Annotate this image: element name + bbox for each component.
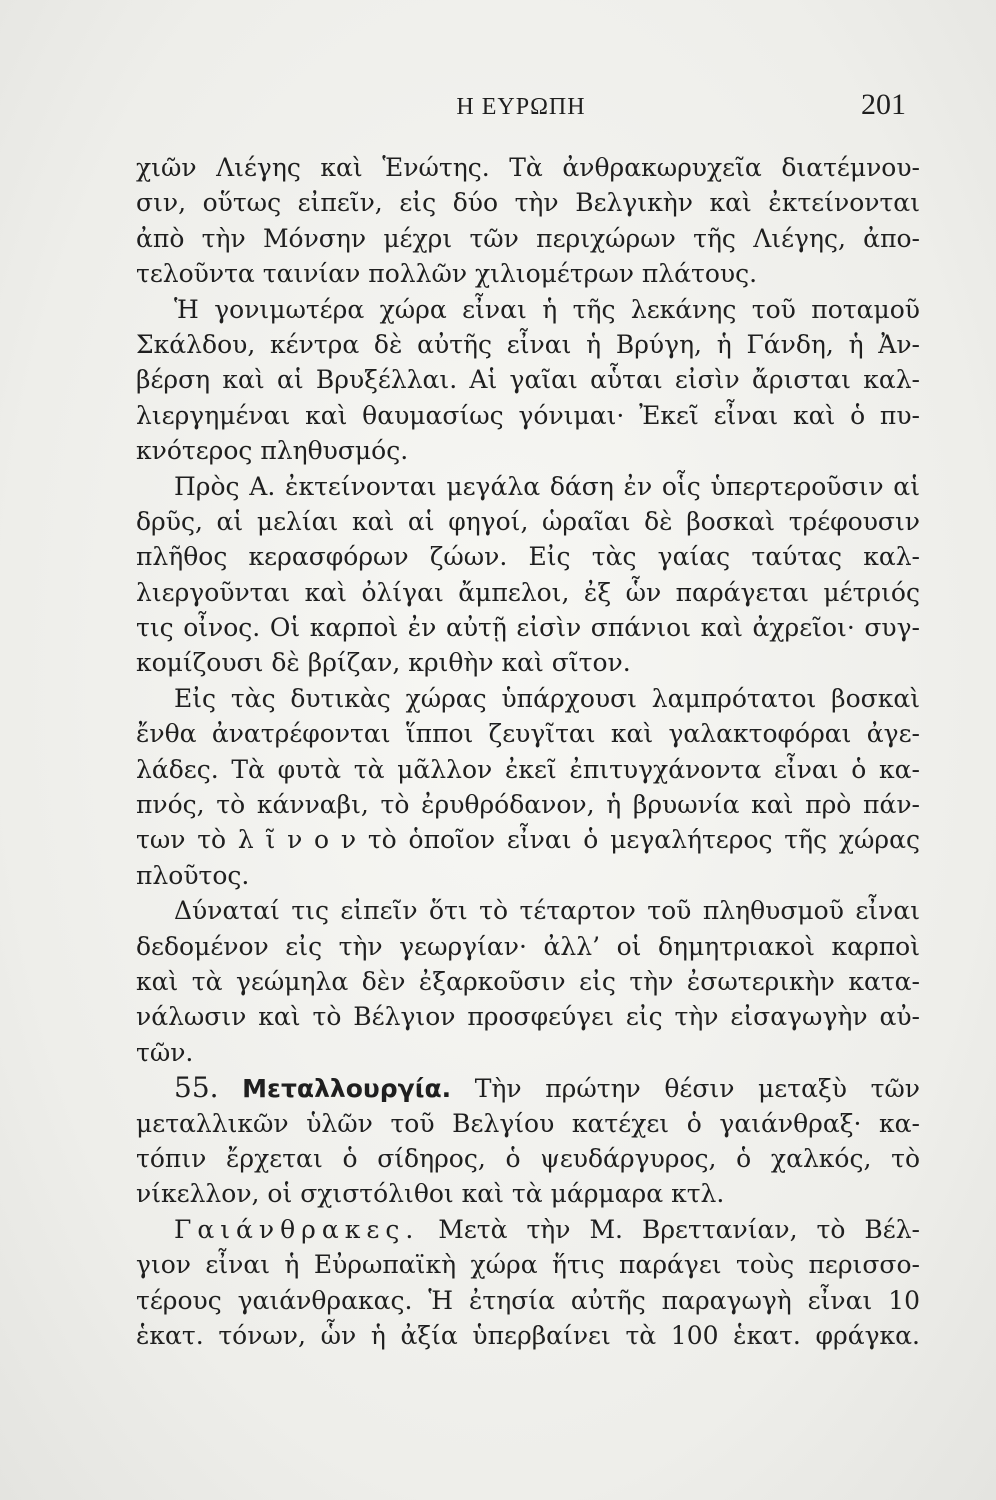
section-number: 55. <box>174 1071 219 1105</box>
running-head: Η ΕΥΡΩΠΗ <box>456 94 586 120</box>
text-line: δεδομένον εἰς τὴν γεωργίαν· ἀλλ’ οἱ δημητριακοὶ καρποὶ <box>136 931 920 961</box>
paragraph-start-line: Ἡ γονιμωτέρα χώρα εἶναι ἡ τῆς λεκάνης τοῦ ποταμοῦ <box>174 294 920 324</box>
text-line: τέρους γαιάνθρακας. Ἡ ἐτησία αὐτῆς παραγωγὴ εἶναι 10 <box>136 1285 920 1315</box>
paragraph-start-line: Δύναταί τις εἰπεῖν ὅτι τὸ τέταρτον τοῦ πληθυσμοῦ εἶναι <box>174 896 920 926</box>
text-line: κνότερος πληθυσμός. <box>136 436 409 466</box>
text-line: δρῦς, αἱ μελίαι καὶ αἱ φηγοί, ὡραῖαι δὲ βοσκαὶ τρέφουσιν <box>136 506 920 536</box>
body-text <box>136 150 920 1353</box>
section-title: Μεταλλουργία. <box>242 1074 452 1104</box>
paragraph-start-line: Πρὸς Α. ἐκτείνονται μεγάλα δάση ἐν οἷς ὑπερτεροῦσιν αἱ <box>174 471 920 501</box>
text-line: πλοῦτος. <box>136 860 250 890</box>
text-line: πνός, τὸ κάνναβι, τὸ ἐρυθρόδανον, ἡ βρυωνία καὶ πρὸ πάν- <box>136 790 920 820</box>
text-line: καὶ τὰ γεώμηλα δὲν ἐξαρκοῦσιν εἰς τὴν ἐσωτερικὴν κατα- <box>136 966 920 996</box>
text-line: μεταλλικῶν ὑλῶν τοῦ Βελγίου κατέχει ὁ γαιάνθραξ· κα- <box>136 1108 920 1138</box>
text-line: ἑκατ. τόνων, ὧν ἡ ἀξία ὑπερβαίνει τὰ 100 ἑκατ. φράγκα. <box>136 1320 920 1350</box>
text-line: ἔνθα ἀνατρέφονται ἵπποι ζευγῖται καὶ γαλακτοφόραι ἀγε- <box>136 719 920 749</box>
section-heading-line <box>136 1070 920 1105</box>
paragraph-start-line: Εἰς τὰς δυτικὰς χώρας ὑπάρχουσι λαμπρότατοι βοσκαὶ <box>174 683 920 713</box>
text-line: σιν, οὕτως εἰπεῖν, εἰς δύο τὴν Βελγικὴν καὶ ἐκτείνονται <box>136 188 920 218</box>
text-line: λιεργημέναι καὶ θαυμασίως γόνιμαι· Ἐκεῖ εἶναι καὶ ὁ πυ- <box>136 400 920 430</box>
text-line: Σκάλδου, κέντρα δὲ αὐτῆς εἶναι ἡ Βρύγη, ἡ Γάνδη, ἡ Ἀν- <box>136 329 920 359</box>
text-line: νάλωσιν καὶ τὸ Βέλγιον προσφεύγει εἰς τὴν εἰσαγωγὴν αὐ- <box>136 1002 920 1032</box>
text-line: τῶν. <box>136 1037 194 1067</box>
page-number: 201 <box>861 88 906 121</box>
subsection-first-line-text: Μετὰ τὴν Μ. Βρεττανίαν, τὸ Βέλ- <box>438 1214 920 1244</box>
text-line: βέρση καὶ αἱ Βρυξέλλαι. Αἱ γαῖαι αὗται εἰσὶν ἄρισται καλ- <box>136 365 920 395</box>
subsection-title: Γαιάνθρακες. <box>174 1214 420 1244</box>
text-line: νίκελλον, οἱ σχιστόλιθοι καὶ τὰ μάρμαρα κτλ. <box>136 1179 725 1209</box>
text-line: χιῶν Λιέγης καὶ Ἑνώτης. Τὰ ἀνθρακωρυχεῖα διατέμνου- <box>136 153 920 182</box>
text-line: των τὸ λ ῖ ν ο ν τὸ ὁποῖον εἶναι ὁ μεγαλήτερος τῆς χώρας <box>136 825 920 855</box>
text-line: τις οἶνος. Οἱ καρποὶ ἐν αὐτῇ εἰσὶν σπάνιοι καὶ ἀχρεῖοι· συγ- <box>136 613 920 643</box>
section-first-line-text: Τὴν πρώτην θέσιν μεταξὺ τῶν <box>474 1074 920 1104</box>
subsection-heading-line <box>136 1212 920 1247</box>
text-line: κομίζουσι δὲ βρίζαν, κριθὴν καὶ σῖτον. <box>136 648 631 678</box>
text-line: τόπιν ἔρχεται ὁ σίδηρος, ὁ ψευδάργυρος, ὁ χαλκός, τὸ <box>136 1143 920 1173</box>
text-line: τελοῦντα ταινίαν πολλῶν χιλιομέτρων πλάτους. <box>136 259 758 289</box>
text-line: γιον εἶναι ἡ Εὐρωπαϊκὴ χώρα ἥτις παράγει τοὺς περισσο- <box>136 1250 920 1280</box>
page-header <box>136 88 906 128</box>
text-line: λιεργοῦνται καὶ ὀλίγαι ἄμπελοι, ἐξ ὧν παράγεται μέτριός <box>136 577 920 607</box>
text-line: λάδες. Τὰ φυτὰ τὰ μᾶλλον ἐκεῖ ἐπιτυγχάνοντα εἶναι ὁ κα- <box>136 754 920 784</box>
text-line: ἀπὸ τὴν Μόνσην μέχρι τῶν περιχώρων τῆς Λιέγης, ἀπο- <box>136 223 920 253</box>
text-line: πλῆθος κερασφόρων ζώων. Εἰς τὰς γαίας ταύτας καλ- <box>136 542 920 572</box>
